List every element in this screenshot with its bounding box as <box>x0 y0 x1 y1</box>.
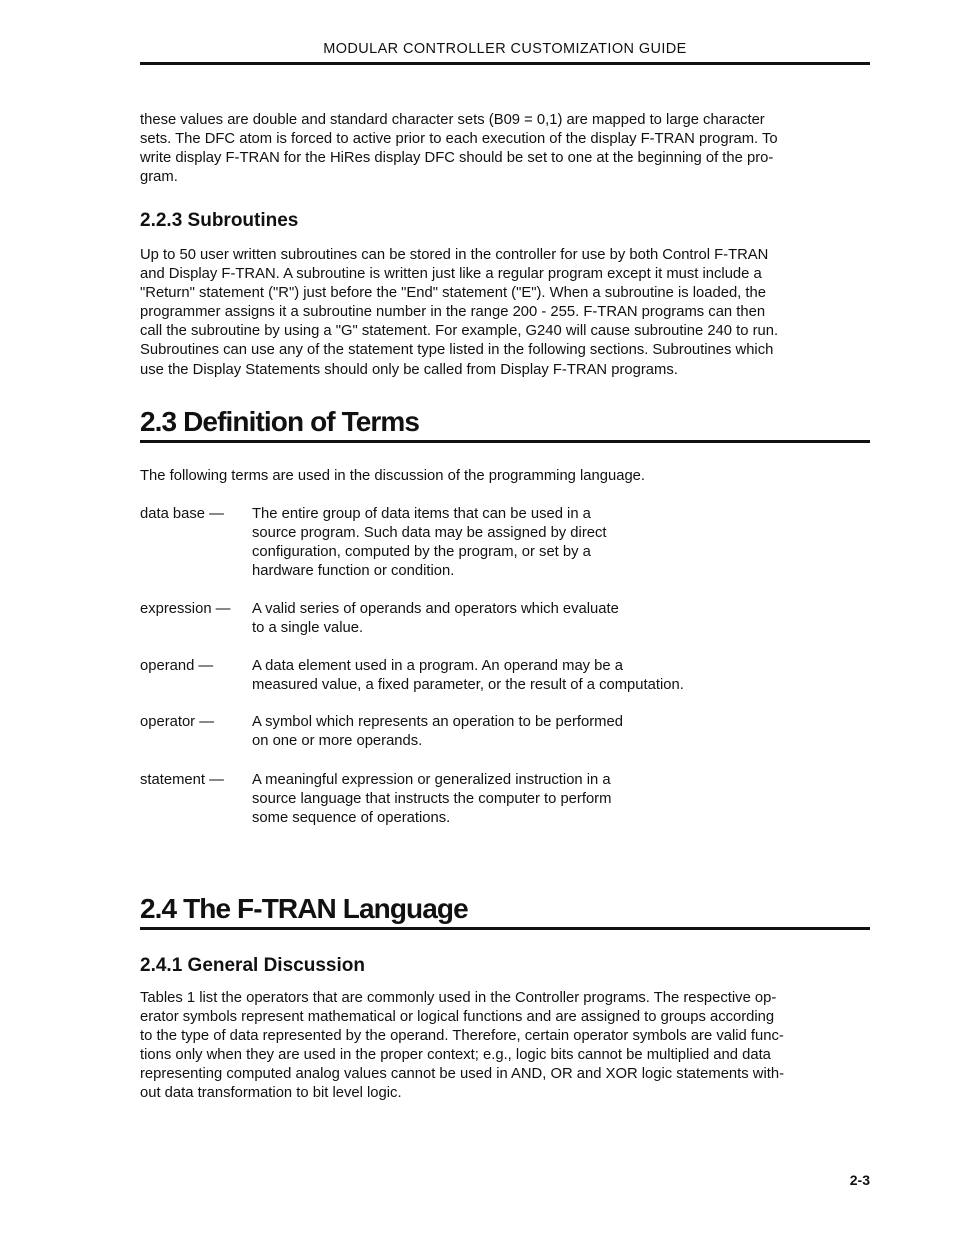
definition-expression <box>252 600 772 638</box>
text-line: some sequence of operations. <box>252 810 451 827</box>
page-number: 2-3 <box>849 1172 870 1188</box>
text-line: measured value, a fixed parameter, or the result of a computation. <box>252 677 684 694</box>
text-line: these values are double and standard character sets (B09 = 0,1) are mapped to large character <box>140 112 765 128</box>
ftran-heading-rule <box>140 927 870 930</box>
text-line: A symbol which represents an operation to be performed <box>252 714 623 730</box>
text-line: Up to 50 user written subroutines can be stored in the controller for use by both Control F-TRAN <box>140 247 769 263</box>
term-statement: statement — <box>140 772 224 788</box>
term-operator: operator — <box>140 714 215 730</box>
definition-operand <box>252 657 772 695</box>
text-line: write display F-TRAN for the HiRes display DFC should be set to one at the beginning of the pro- <box>140 150 774 167</box>
general-discussion-heading: 2.4.1 General Discussion <box>140 955 365 976</box>
term-data-base: data base — <box>140 506 224 522</box>
text-line: gram. <box>140 169 178 186</box>
text-line: programmer assigns it a subroutine number in the range 200 - 255. F-TRAN programs can then <box>140 304 766 321</box>
text-line: source program. Such data may be assigned by direct <box>252 525 607 542</box>
text-line: A data element used in a program. An operand may be a <box>252 658 623 674</box>
text-line: representing computed analog values cannot be used in AND, OR and XOR logic statements with- <box>140 1066 785 1083</box>
text-line: A valid series of operands and operators which evaluate <box>252 601 619 617</box>
ftran-heading: 2.4 The F-TRAN Language <box>140 893 468 924</box>
definitions-intro: The following terms are used in the discussion of the programming language. <box>140 468 646 484</box>
term-operand: operand — <box>140 658 214 674</box>
text-line: configuration, computed by the program, or set by a <box>252 544 591 561</box>
subroutines-paragraph <box>140 246 870 380</box>
term-expression: expression — <box>140 601 231 617</box>
text-line: Tables 1 list the operators that are commonly used in the Controller programs. The respective op- <box>140 990 777 1006</box>
text-line: sets. The DFC atom is forced to active prior to each execution of the display F-TRAN program. To <box>140 131 778 148</box>
text-line: hardware function or condition. <box>252 563 455 580</box>
general-discussion-paragraph <box>140 989 870 1104</box>
text-line: source language that instructs the computer to perform <box>252 791 612 808</box>
text-line: Subroutines can use any of the statement type listed in the following sections. Subroutines which <box>140 342 774 359</box>
text-line: call the subroutine by using a "G" statement. For example, G240 will cause subroutine 240 to run. <box>140 323 779 340</box>
definition-statement <box>252 771 772 828</box>
text-line: on one or more operands. <box>252 733 423 750</box>
definitions-heading: 2.3 Definition of Terms <box>140 406 420 437</box>
text-line: use the Display Statements should only be called from Display F-TRAN programs. <box>140 361 678 378</box>
text-line: A meaningful expression or generalized instruction in a <box>252 772 611 788</box>
text-line: erator symbols represent mathematical or logical functions and are assigned to groups according <box>140 1009 775 1026</box>
definitions-heading-rule <box>140 440 870 443</box>
text-line: tions only when they are used in the proper context; e.g., logic bits cannot be multiplied and data <box>140 1047 771 1064</box>
definition-data-base <box>252 505 772 581</box>
text-line: The entire group of data items that can be used in a <box>252 506 591 522</box>
definition-operator <box>252 713 772 751</box>
header-rule <box>140 62 870 65</box>
text-line: and Display F-TRAN. A subroutine is written just like a regular program except it must include a <box>140 266 762 283</box>
text-line: to the type of data represented by the operand. Therefore, certain operator symbols are valid func- <box>140 1028 784 1045</box>
running-header: MODULAR CONTROLLER CUSTOMIZATION GUIDE <box>323 41 687 57</box>
intro-paragraph <box>140 111 870 187</box>
subroutines-heading: 2.2.3 Subroutines <box>140 210 299 231</box>
text-line: out data transformation to bit level logic. <box>140 1085 402 1102</box>
text-line: "Return" statement ("R") just before the "End" statement ("E"). When a subroutine is loaded, the <box>140 285 766 302</box>
text-line: to a single value. <box>252 620 364 637</box>
